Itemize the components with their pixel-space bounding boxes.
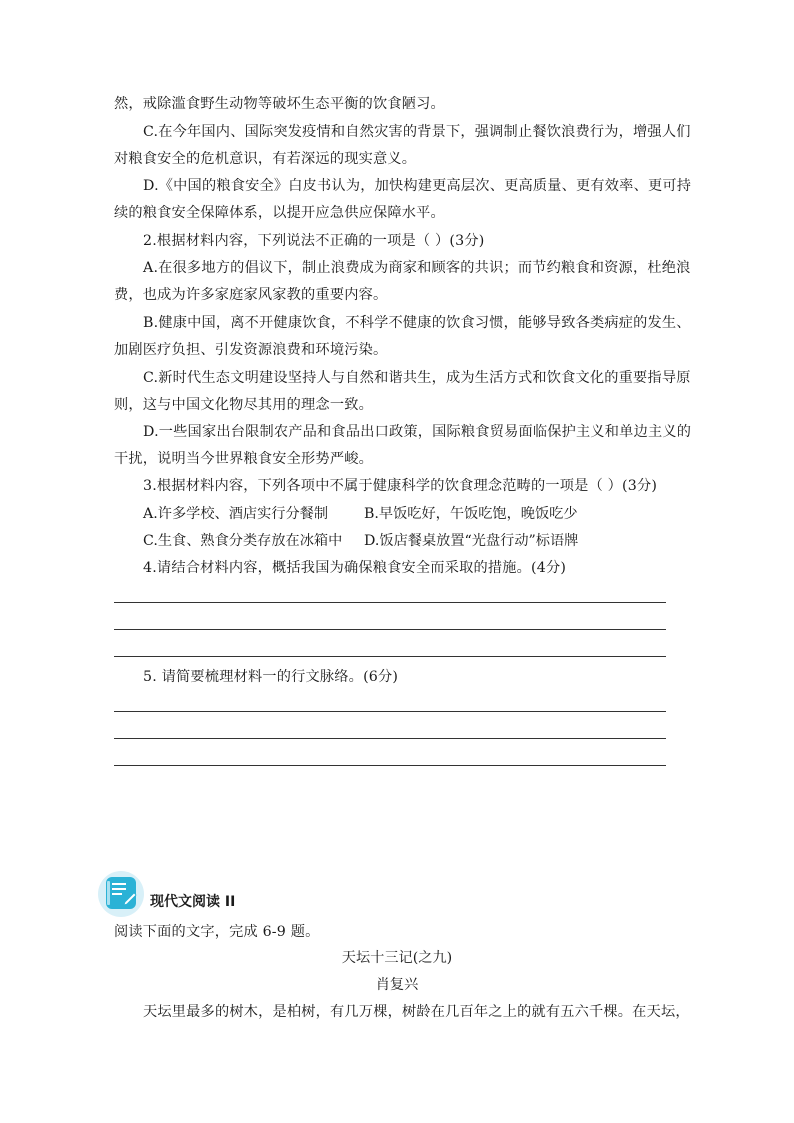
q3-option-c: C.生食、熟食分类存放在冰箱中 (143, 533, 343, 549)
q2-option-c-line2: 则，这与中国文化物尽其用的理念一致。 (114, 397, 373, 413)
q4-answer-line (114, 656, 666, 657)
section-title: 现代文阅读 II (150, 894, 236, 910)
q5-answer-line (114, 711, 666, 712)
q3-option-b: B.早饭吃好，午饭吃饱，晚饭吃少 (364, 506, 578, 522)
q1-option-d-line2: 续的粮食安全保障体系，以提开应急供应保障水平。 (114, 205, 445, 221)
q2-option-b-line1: B.健康中国，离不开健康饮食，不科学不健康的饮食习惯，能够导致各类病症的发生、 (143, 315, 691, 331)
continuation-text: 然，戒除滥食野生动物等破坏生态平衡的饮食陋习。 (114, 96, 445, 112)
q2-option-d-line1: D.一些国家出台限制农产品和食品出口政策，国际粮食贸易面临保护主义和单边主义的 (143, 424, 692, 440)
q2-option-b-line2: 加剧医疗负担、引发资源浪费和环境污染。 (114, 342, 388, 358)
q2-option-a-line1: A.在很多地方的倡议下，制止浪费成为商家和顾客的共识；而节约粮食和资源，杜绝浪 (143, 260, 691, 276)
q4-answer-line (114, 629, 666, 630)
q4-answer-line (114, 602, 666, 603)
article-first-line: 天坛里最多的树木，是柏树，有几万棵，树龄在几百年之上的就有五六千棵。在天坛， (143, 1004, 690, 1020)
q5-answer-line (114, 765, 666, 766)
q2-option-a-line2: 费，也成为许多家庭家风家教的重要内容。 (114, 287, 388, 303)
q3-option-d: D.饭店餐桌放置“光盘行动”标语牌 (364, 533, 579, 549)
q2-stem: 2.根据材料内容，下列说法不正确的一项是（ ）(3分) (143, 233, 485, 249)
q3-option-a: A.许多学校、酒店实行分餐制 (143, 506, 329, 522)
notebook-icon (98, 871, 144, 917)
q5-answer-line (114, 738, 666, 739)
q5-stem: 5. 请简要梳理材料一的行文脉络。(6分) (143, 669, 399, 685)
section-instruction: 阅读下面的文字，完成 6-9 题。 (114, 924, 320, 940)
q3-stem: 3.根据材料内容，下列各项中不属于健康科学的饮食理念范畴的一项是（ ）(3分) (143, 478, 658, 494)
article-author: 肖复兴 (375, 977, 419, 993)
q1-option-c-line1: C.在今年国内、国际突发疫情和自然灾害的背景下，强调制止餐饮浪费行为，增强人们 (143, 124, 691, 140)
q4-stem: 4.请结合材料内容，概括我国为确保粮食安全而采取的措施。(4分) (143, 560, 567, 576)
article-title: 天坛十三记(之九) (341, 950, 453, 966)
q1-option-c-line2: 对粮食安全的危机意识，有若深远的现实意义。 (114, 151, 417, 167)
q2-option-c-line1: C.新时代生态文明建设坚持人与自然和谐共生，成为生活方式和饮食文化的重要指导原 (143, 370, 691, 386)
q1-option-d-line1: D.《中国的粮食安全》白皮书认为，加快构建更高层次、更高质量、更有效率、更可持 (143, 178, 692, 194)
q2-option-d-line2: 干扰，说明当今世界粮食安全形势严峻。 (114, 451, 373, 467)
